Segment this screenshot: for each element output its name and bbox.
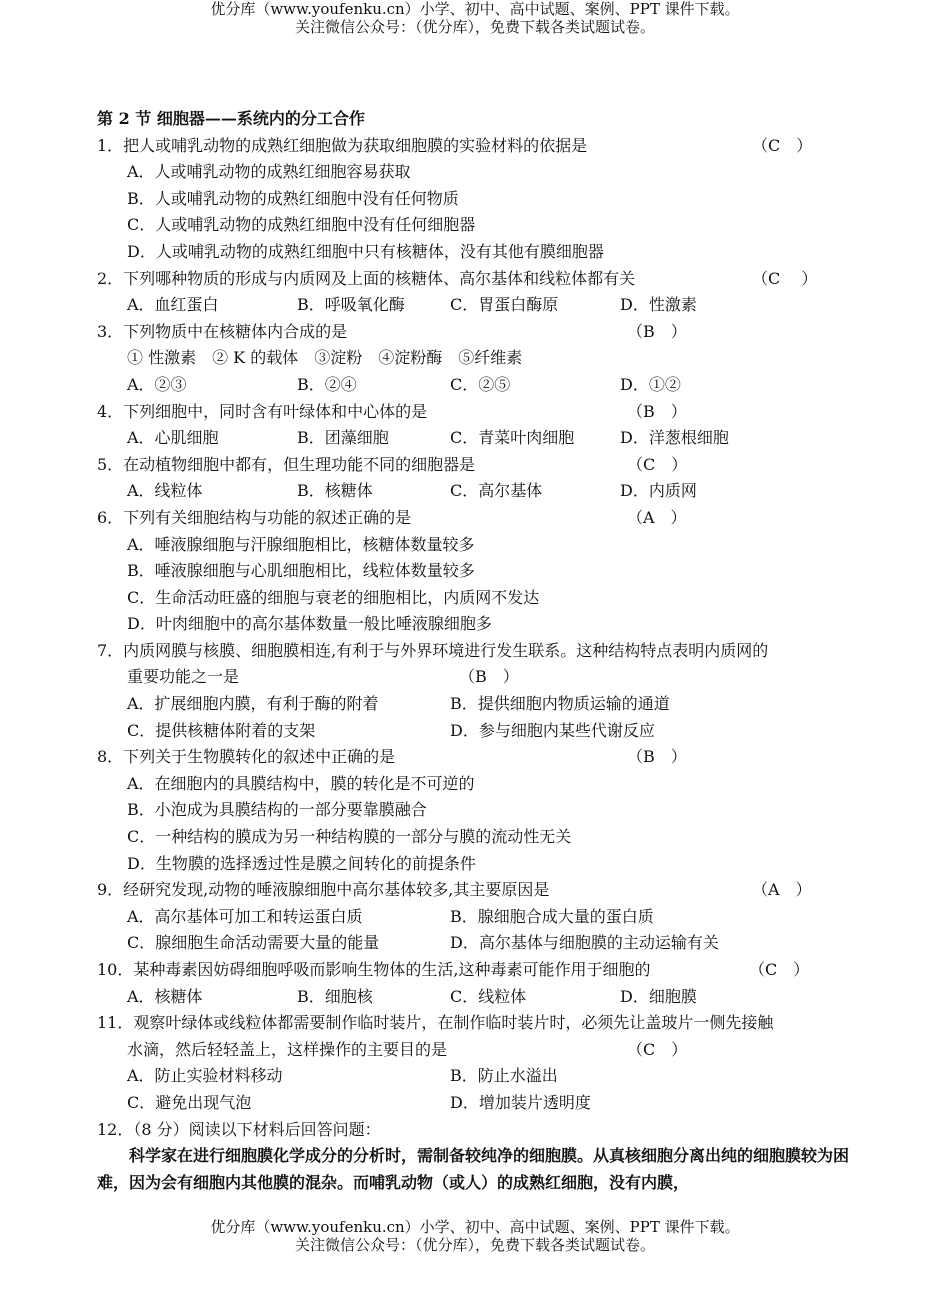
- question-8-answer: （B ）: [627, 747, 687, 767]
- question-6-option-c: C．生命活动旺盛的细胞与衰老的细胞相比，内质网不发达: [127, 587, 540, 607]
- question-2-stem: 2．下列哪种物质的形成与内质网及上面的核糖体、高尔基体和线粒体都有关 （C ）: [97, 266, 857, 293]
- section-title: 第 2 节 细胞器——系统内的分工合作: [97, 109, 365, 128]
- question-7-option-b: B．提供细胞内物质运输的通道: [450, 694, 670, 714]
- question-11-options-row-2: [97, 1090, 857, 1117]
- question-8-option-b: B．小泡成为具膜结构的一部分要靠膜融合: [127, 800, 427, 820]
- question-2-option-b: B．呼吸氧化酶: [297, 295, 405, 315]
- question-3-option-a: A．②③: [127, 374, 187, 394]
- question-10-answer: （C ）: [749, 960, 810, 979]
- question-9-options-row-2: [97, 930, 857, 957]
- question-4-stem: 4．下列细胞中，同时含有叶绿体和中心体的是 （B ）: [97, 399, 857, 426]
- question-10-option-a: A．核糖体: [127, 986, 203, 1006]
- question-3-option-d: D．①②: [620, 374, 681, 394]
- question-1-option-d: D．人或哺乳动物的成熟红细胞中只有核糖体，没有其他有膜细胞器: [127, 241, 604, 261]
- question-1-answer: （C ）: [752, 135, 813, 155]
- question-11-answer: （C ）: [627, 1039, 688, 1059]
- question-7-options-row-1: [97, 691, 857, 718]
- question-9-stem: 9．经研究发现,动物的唾液腺细胞中高尔基体较多,其主要原因是 （A ）: [97, 877, 857, 904]
- question-3-substances: ① 性激素 ② K 的载体 ③淀粉 ④淀粉酶 ⑤纤维素: [127, 348, 523, 368]
- question-10-option-c: C．线粒体: [450, 986, 527, 1006]
- question-8-option-c: C．一种结构的膜成为另一种结构膜的一部分与膜的流动性无关: [127, 827, 572, 847]
- question-10-stem: 10．某种毒素因妨碍细胞呼吸而影响生物体的生活,这种毒素可能作用于细胞的 （C ）: [97, 957, 857, 984]
- question-2-option-c: C．胃蛋白酶原: [450, 295, 559, 315]
- question-7-answer: （B ）: [459, 667, 519, 687]
- question-9-option-a: A．高尔基体可加工和转运蛋白质: [127, 906, 363, 926]
- question-4-answer: （B ）: [627, 401, 687, 421]
- question-8-option-d: D．生物膜的选择透过性是膜之间转化的前提条件: [127, 853, 476, 873]
- question-11-option-b: B．防止水溢出: [450, 1066, 558, 1086]
- question-1-stem: 1．把人或哺乳动物的成熟红细胞做为获取细胞膜的实验材料的依据是 （C ）: [97, 133, 857, 160]
- question-5-option-c: C．高尔基体: [450, 481, 543, 501]
- question-5-stem: 5．在动植物细胞中都有，但生理功能不同的细胞器是 （C ）: [97, 452, 857, 479]
- question-12-stem: 12．（8 分）阅读以下材料后回答问题：: [97, 1119, 381, 1139]
- question-9-option-d: D．高尔基体与细胞膜的主动运输有关: [450, 933, 719, 953]
- question-9-options-row-1: [97, 904, 857, 931]
- question-5-option-a: A．线粒体: [127, 481, 203, 501]
- header-line-1: 优分库（www.youfenku.cn）小学、初中、高中试题、案例、PPT 课件下载。: [210, 0, 740, 18]
- footer-line-1: 优分库（www.youfenku.cn）小学、初中、高中试题、案例、PPT 课件下载。: [210, 1218, 740, 1236]
- question-8-option-a: A．在细胞内的具膜结构中，膜的转化是不可逆的: [127, 773, 475, 793]
- question-2-options: [97, 292, 857, 319]
- question-11-option-a: A．防止实验材料移动: [127, 1066, 283, 1086]
- question-12-reading-paragraph: 科学家在进行细胞膜化学成分的分析时，需制备较纯净的细胞膜。从真核细胞分离出纯的细胞膜较为困难，因为会有细胞内其他膜的混杂。而哺乳动物（或人）的成熟红细胞，没有内膜，: [97, 1146, 850, 1192]
- question-7-stem: 7．内质网膜与核膜、细胞膜相连,有利于与外界环境进行发生联系。这种结构特点表明内质网的: [97, 640, 769, 660]
- question-3-option-b: B．②④: [297, 374, 357, 394]
- question-2-option-a: A．血红蛋白: [127, 295, 219, 315]
- question-4-option-c: C．青菜叶肉细胞: [450, 428, 575, 448]
- question-1-option-a: A．人或哺乳动物的成熟红细胞容易获取: [127, 162, 411, 182]
- question-11-stem-continued: 水滴，然后轻轻盖上，这样操作的主要目的是 （C ）: [97, 1037, 857, 1064]
- question-6-option-d: D．叶肉细胞中的高尔基体数量一般比唾液腺细胞多: [127, 614, 492, 634]
- question-7-option-a: A．扩展细胞内膜，有利于酶的附着: [127, 694, 379, 714]
- question-8-stem: 8．下列关于生物膜转化的叙述中正确的是 （B ）: [97, 744, 857, 771]
- footer-line-2: 关注微信公众号：（优分库），免费下载各类试题试卷。: [294, 1236, 655, 1254]
- question-9-option-b: B．腺细胞合成大量的蛋白质: [450, 906, 654, 926]
- question-5-answer: （C ）: [627, 454, 688, 474]
- question-5-option-b: B．核糖体: [297, 481, 373, 501]
- question-10-options: [97, 984, 857, 1011]
- question-11-option-c: C．避免出现气泡: [127, 1092, 252, 1112]
- question-4-option-b: B．团藻细胞: [297, 428, 389, 448]
- question-7-option-d: D．参与细胞内某些代谢反应: [450, 720, 655, 740]
- question-6-stem: 6．下列有关细胞结构与功能的叙述正确的是 （A ）: [97, 505, 857, 532]
- question-3-stem: 3．下列物质中在核糖体内合成的是 （B ）: [97, 319, 857, 346]
- question-11-stem: 11．观察叶绿体或线粒体都需要制作临时装片，在制作临时装片时，必须先让盖玻片一侧先接触: [97, 1013, 774, 1033]
- question-1-option-c: C．人或哺乳动物的成熟红细胞中没有任何细胞器: [127, 215, 476, 235]
- question-5-option-d: D．内质网: [620, 481, 697, 501]
- page-header: [0, 0, 950, 36]
- question-3-options: [97, 372, 857, 399]
- question-4-option-a: A．心肌细胞: [127, 428, 219, 448]
- question-11-options-row-1: [97, 1063, 857, 1090]
- header-line-2: 关注微信公众号：（优分库），免费下载各类试题试卷。: [294, 18, 655, 36]
- question-7-option-c: C．提供核糖体附着的支架: [127, 720, 316, 740]
- question-7-stem-continued: 重要功能之一是 （B ）: [97, 664, 857, 691]
- question-11-option-d: D．增加装片透明度: [450, 1092, 591, 1112]
- question-6-option-b: B．唾液腺细胞与心肌细胞相比，线粒体数量较多: [127, 561, 475, 581]
- question-2-option-d: D．性激素: [620, 295, 697, 315]
- page-footer: [0, 1218, 950, 1254]
- question-3-option-c: C．②⑤: [450, 374, 511, 394]
- question-2-answer: （C ）: [752, 268, 818, 288]
- question-10-option-b: B．细胞核: [297, 986, 373, 1006]
- question-10-option-d: D．细胞膜: [620, 986, 697, 1006]
- question-6-option-a: A．唾液腺细胞与汗腺细胞相比，核糖体数量较多: [127, 534, 475, 554]
- question-9-option-c: C．腺细胞生命活动需要大量的能量: [127, 933, 380, 953]
- question-3-answer: （B ）: [627, 321, 687, 341]
- question-9-answer: （A ）: [752, 880, 812, 900]
- document-body: [97, 106, 857, 1196]
- question-4-options: [97, 425, 857, 452]
- question-5-options: [97, 478, 857, 505]
- question-7-options-row-2: [97, 718, 857, 745]
- question-1-option-b: B．人或哺乳动物的成熟红细胞中没有任何物质: [127, 188, 459, 208]
- question-6-answer: （A ）: [627, 507, 687, 527]
- question-4-option-d: D．洋葱根细胞: [620, 428, 729, 448]
